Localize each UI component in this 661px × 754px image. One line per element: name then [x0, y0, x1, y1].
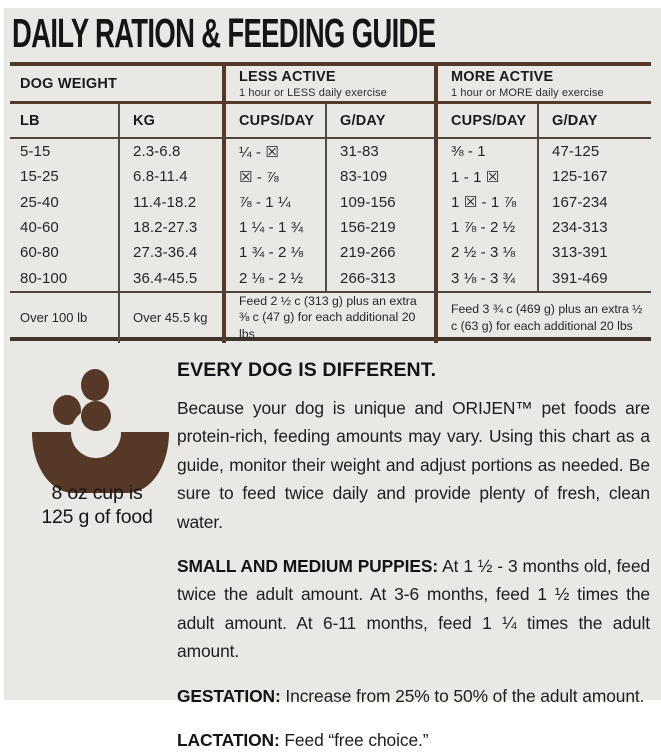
- lactation-text: Feed “free choice.”: [279, 730, 429, 751]
- cell-value: 27.3-36.4: [133, 244, 198, 262]
- col-header-label: LB: [20, 112, 40, 129]
- cell-value: ⅜ - 1: [451, 143, 486, 161]
- footer-less-active-note: [222, 293, 434, 343]
- cell-g-more: [537, 265, 651, 290]
- cell-g-more: [537, 190, 651, 215]
- cell-lb: [10, 164, 118, 189]
- col-header-g-more: [537, 104, 651, 137]
- col-header-lb: [10, 104, 118, 137]
- header-more-active: [434, 66, 651, 101]
- cell-value: 31-83: [340, 143, 379, 161]
- cell-value: ☒ - ⅞: [239, 168, 279, 186]
- cell-g-more: [537, 139, 651, 164]
- cell-g-more: [537, 164, 651, 189]
- cell-cups-more: [434, 215, 537, 240]
- cell-value: 1 ☒ - 1 ⅞: [451, 194, 517, 212]
- cell-value: 80-100: [20, 269, 68, 287]
- cell-g-more: [537, 240, 651, 265]
- cell-lb: [10, 139, 118, 164]
- lactation-paragraph: [177, 726, 650, 754]
- puppies-label: SMALL AND MEDIUM PUPPIES:: [177, 556, 439, 577]
- more-active-label: MORE ACTIVE: [451, 68, 554, 85]
- gestation-label: GESTATION:: [177, 685, 281, 706]
- cell-value: 40-60: [20, 219, 59, 237]
- cell-value: 6.8-11.4: [133, 168, 188, 186]
- cell-cups-more: [434, 240, 537, 265]
- col-header-g-less: [325, 104, 434, 137]
- cell-value: 11.4-18.2: [133, 193, 197, 211]
- cell-value: 313-391: [552, 244, 608, 262]
- cell-value: 83-109: [340, 168, 388, 186]
- cell-cups-more: [434, 164, 537, 189]
- cell-value: 3 ⅛ - 3 ¾: [451, 269, 516, 287]
- cell-g-more: [537, 215, 651, 240]
- cell-g-less: [325, 164, 434, 189]
- gestation-text: Increase from 25% to 50% of the adult amount.: [280, 685, 645, 706]
- col-header-label: CUPS/DAY: [239, 112, 315, 129]
- cell-value: 125-167: [552, 168, 608, 186]
- cell-g-less: [325, 215, 434, 240]
- cell-value: Over 45.5 kg: [133, 310, 208, 326]
- cell-g-less: [325, 265, 434, 290]
- cell-value: 109-156: [340, 193, 396, 211]
- cell-kg: [118, 240, 222, 265]
- table-row: [10, 215, 651, 240]
- cell-cups-more: [434, 190, 537, 215]
- cell-cups-less: [222, 164, 325, 189]
- cell-lb: [10, 190, 118, 215]
- info-heading: EVERY DOG IS DIFFERENT.: [177, 359, 437, 381]
- footer-lb: [10, 293, 118, 343]
- cell-cups-more: [434, 265, 537, 290]
- table-column-header-row: [10, 104, 651, 139]
- footer-kg: [118, 293, 222, 343]
- cup-caption-line2: 125 g of food: [41, 505, 153, 528]
- cell-cups-less: [222, 215, 325, 240]
- dog-weight-label: DOG WEIGHT: [20, 75, 118, 92]
- cell-value: 167-234: [552, 193, 608, 211]
- cell-value: 219-266: [340, 244, 396, 262]
- cell-value: Over 100 lb: [20, 310, 88, 326]
- cell-value: 2 ½ - 3 ⅛: [451, 244, 516, 262]
- cell-kg: [118, 215, 222, 240]
- cell-value: 1 ⅞ - 2 ½: [451, 219, 516, 237]
- cell-kg: [118, 190, 222, 215]
- cell-value: 234-313: [552, 219, 608, 237]
- cell-kg: [118, 265, 222, 290]
- cell-value: 47-125: [552, 143, 600, 161]
- col-header-label: KG: [133, 112, 156, 129]
- cell-g-less: [325, 190, 434, 215]
- cell-cups-less: [222, 265, 325, 290]
- cell-cups-less: [222, 240, 325, 265]
- gestation-paragraph: [177, 682, 650, 710]
- cell-value: ¼ - ☒: [239, 143, 279, 161]
- cell-value: Feed 3 ¾ c (469 g) plus an extra ½ c (63 g) for each additional 20 lbs: [451, 302, 643, 333]
- header-less-active: [222, 66, 434, 101]
- table-row: [10, 139, 651, 164]
- table-row: [10, 164, 651, 189]
- cell-value: 1 - 1 ☒: [451, 168, 500, 186]
- col-header-label: CUPS/DAY: [451, 112, 527, 129]
- table-row: [10, 265, 651, 290]
- cell-value: 266-313: [340, 269, 396, 287]
- cell-cups-less: [222, 139, 325, 164]
- cell-kg: [118, 164, 222, 189]
- info-paragraph: Because your dog is unique and ORIJEN™ pet foods are protein-rich, feeding amounts may vary. Using this chart as a guide, monitor their weight and adjust portions as needed. Be sure to feed twice daily and provide plenty of fresh, clean water.: [177, 398, 650, 532]
- cell-g-less: [325, 240, 434, 265]
- cell-value: 60-80: [20, 244, 59, 262]
- cell-value: 156-219: [340, 219, 396, 237]
- cell-value: Feed 2 ½ c (313 g) plus an extra ⅜ c (47 g) for each additional 20 lbs: [239, 293, 417, 341]
- table-header-group-row: [10, 66, 651, 104]
- cup-caption-line1: 8 oz cup is: [51, 482, 143, 504]
- table-row: [10, 240, 651, 265]
- footer-more-active-note: [434, 293, 651, 343]
- table-row: [10, 190, 651, 215]
- cup-caption: [7, 482, 187, 529]
- cell-value: 25-40: [20, 193, 59, 211]
- cell-kg: [118, 139, 222, 164]
- col-header-cups-less: [222, 104, 325, 137]
- cell-lb: [10, 265, 118, 290]
- info-column: [177, 359, 650, 754]
- cell-value: 391-469: [552, 269, 608, 287]
- more-active-subtitle: 1 hour or MORE daily exercise: [451, 86, 604, 99]
- col-header-label: G/DAY: [552, 112, 598, 129]
- scan-margin-left: [0, 0, 4, 700]
- cell-value: 2 ⅛ - 2 ½: [239, 269, 304, 287]
- cell-value: ⅞ - 1 ¼: [239, 193, 291, 211]
- cell-value: 2.3-6.8: [133, 143, 181, 161]
- col-header-kg: [118, 104, 222, 137]
- cell-value: 1 ¾ - 2 ⅛: [239, 244, 304, 262]
- less-active-label: LESS ACTIVE: [239, 68, 336, 85]
- cell-value: 15-25: [20, 168, 59, 186]
- cell-value: 36.4-45.5: [133, 269, 198, 287]
- cell-g-less: [325, 139, 434, 164]
- scan-margin-top: [0, 0, 661, 8]
- puppies-paragraph: [177, 552, 650, 666]
- less-active-subtitle: 1 hour or LESS daily exercise: [239, 86, 387, 99]
- lactation-label: LACTATION:: [177, 730, 280, 751]
- page-title: DAILY RATION & FEEDING GUIDE: [12, 10, 436, 56]
- col-header-cups-more: [434, 104, 537, 137]
- cell-lb: [10, 215, 118, 240]
- puppies-text: At 1 ½ - 3 months old, feed twice the adult amount. At 3-6 months, feed 1 ½ times the adult amount. At 6-11 months, feed 1 ¼ times the adult amount.: [177, 556, 650, 662]
- cell-value: 5-15: [20, 143, 51, 161]
- cell-cups-less: [222, 190, 325, 215]
- cell-value: 18.2-27.3: [133, 219, 198, 237]
- feeding-guide-table: [10, 62, 651, 341]
- cell-value: 1 ¼ - 1 ¾: [239, 219, 304, 237]
- table-footer-row: [10, 291, 651, 341]
- header-dog-weight: [10, 66, 222, 101]
- cell-lb: [10, 240, 118, 265]
- cell-cups-more: [434, 139, 537, 164]
- col-header-label: G/DAY: [340, 112, 386, 129]
